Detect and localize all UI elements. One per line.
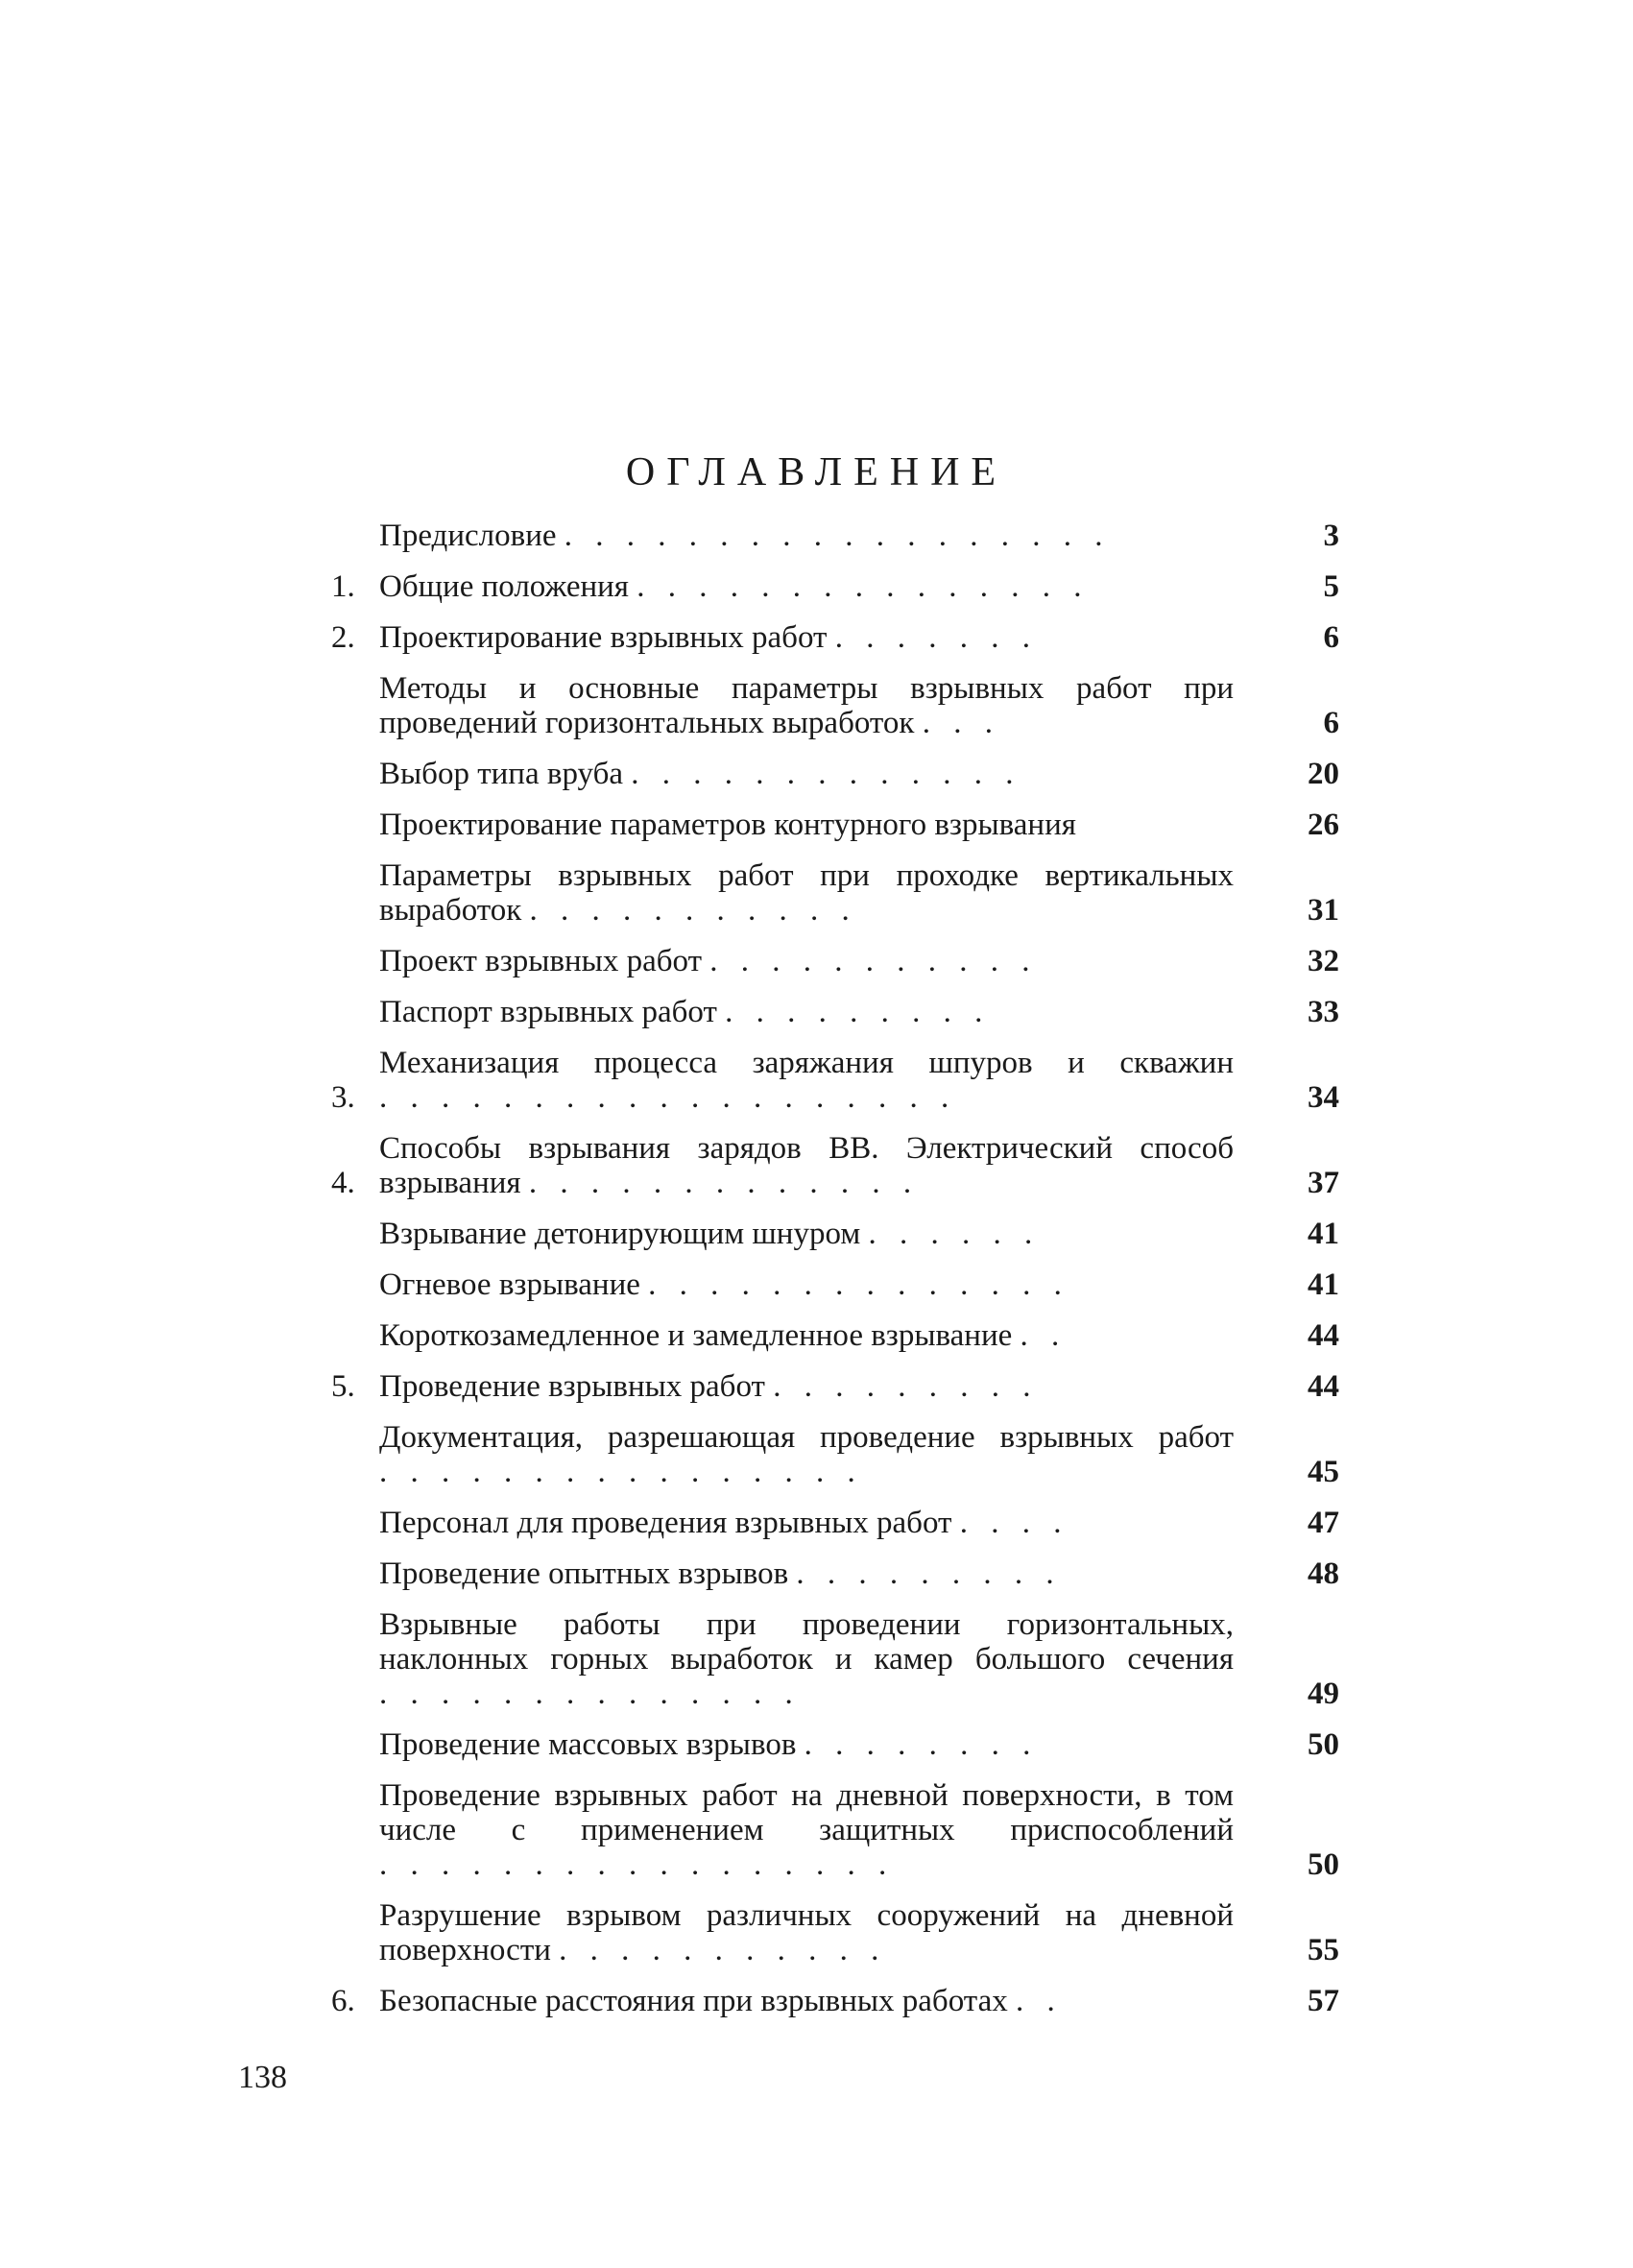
toc-entry-leader-dots: . . . bbox=[922, 706, 1000, 740]
toc-entry-leader-dots: . . . . . . . . . . . . . bbox=[631, 757, 1021, 791]
toc-entry-text bbox=[379, 1506, 1339, 1540]
toc-entry-title: Короткозамедленное и замедленное взрывание bbox=[379, 1318, 1013, 1353]
toc-entry[interactable] bbox=[331, 1607, 1339, 1711]
toc-entry-text bbox=[379, 995, 1339, 1029]
toc-entry-number: 6. bbox=[331, 1984, 355, 2018]
toc-entry-text bbox=[379, 519, 1339, 553]
toc-entry-leader-dots: . . . . . . . . . . . . . . . . . . bbox=[564, 519, 1111, 553]
toc-entry-text bbox=[379, 1420, 1339, 1489]
toc-entry-page: 50 bbox=[1308, 1727, 1339, 1762]
toc-entry-page: 57 bbox=[1308, 1984, 1339, 2018]
toc-entry-title: Персонал для проведения взрывных работ bbox=[379, 1506, 952, 1540]
toc-entry-text bbox=[379, 1369, 1339, 1404]
toc-entry-page: 49 bbox=[1308, 1677, 1339, 1711]
toc-entry-leader-dots: . . . . . . . . . . . . . . bbox=[648, 1267, 1069, 1302]
toc-entry-text bbox=[379, 1131, 1339, 1200]
toc-entry[interactable] bbox=[331, 995, 1339, 1029]
toc-entry-title: Проведение массовых взрывов bbox=[379, 1727, 797, 1762]
toc-entry-page: 34 bbox=[1308, 1080, 1339, 1115]
toc-entry[interactable] bbox=[331, 519, 1339, 553]
toc-entry-leader-dots: . . . . . . . . . . . bbox=[709, 944, 1038, 978]
toc-entry[interactable] bbox=[331, 1727, 1339, 1762]
toc-entry-page: 32 bbox=[1308, 944, 1339, 978]
toc-entry-title: Методы и основные параметры взрывных работ при проведений горизонтальных выработок bbox=[379, 671, 1234, 740]
toc-entry-leader-dots: . . bbox=[1016, 1984, 1063, 2018]
toc-entry-title: Общие положения bbox=[379, 569, 629, 604]
toc-entry-page: 45 bbox=[1308, 1455, 1339, 1489]
toc-entry-page: 37 bbox=[1308, 1166, 1339, 1200]
toc-entry-title: Способы взрывания зарядов ВВ. Электрический способ взрывания bbox=[379, 1131, 1234, 1200]
toc-entry[interactable] bbox=[331, 1318, 1339, 1353]
toc-entry-page: 41 bbox=[1308, 1267, 1339, 1302]
toc-entry-number: 5. bbox=[331, 1369, 355, 1404]
toc-entry[interactable] bbox=[331, 858, 1339, 928]
toc-entry-number: 4. bbox=[331, 1166, 355, 1200]
toc-entry-text bbox=[379, 1556, 1339, 1591]
toc-entry-title: Огневое взрывание bbox=[379, 1267, 640, 1302]
toc-entry-leader-dots: . . . . . . bbox=[868, 1217, 1041, 1251]
toc-entry[interactable] bbox=[331, 1369, 1339, 1404]
toc-entry[interactable] bbox=[331, 1898, 1339, 1967]
toc-entry[interactable] bbox=[331, 569, 1339, 604]
toc-entry[interactable] bbox=[331, 1778, 1339, 1882]
toc-entry-text bbox=[379, 1898, 1339, 1967]
toc-entry-text bbox=[379, 1727, 1339, 1762]
toc-entry[interactable] bbox=[331, 1046, 1339, 1115]
toc-entry-title: Выбор типа вруба bbox=[379, 757, 624, 791]
toc-entry-number: 1. bbox=[331, 569, 355, 604]
toc-entry-leader-dots: . . . . . . . . . bbox=[796, 1556, 1062, 1591]
toc-entry-text bbox=[379, 1267, 1339, 1302]
toc-entry-title: Предисловие bbox=[379, 519, 557, 553]
toc-entry-text bbox=[379, 671, 1339, 740]
toc-entry-leader-dots: . . . . . . . . . . . . . . . . . bbox=[379, 1847, 895, 1882]
toc-entry-page: 20 bbox=[1308, 757, 1339, 791]
toc-entry-leader-dots: . . . . . . . . . bbox=[773, 1369, 1039, 1404]
toc-entry[interactable] bbox=[331, 620, 1339, 655]
toc-entry-page: 6 bbox=[1323, 620, 1339, 655]
toc-entry-number: 2. bbox=[331, 620, 355, 655]
toc-entry-text bbox=[379, 1984, 1339, 2018]
toc-entry-page: 31 bbox=[1308, 893, 1339, 928]
toc-entry-page: 47 bbox=[1308, 1506, 1339, 1540]
toc-entry[interactable] bbox=[331, 944, 1339, 978]
toc-entry-leader-dots: . . . . . . . . . . . bbox=[529, 893, 857, 928]
toc-entry-title: Проект взрывных работ bbox=[379, 944, 703, 978]
toc-entry-leader-dots: . . . . . . . . bbox=[804, 1727, 1039, 1762]
toc-entry-text bbox=[379, 620, 1339, 655]
toc-entry-leader-dots: . . . . . . . bbox=[834, 620, 1038, 655]
toc-entry-title: Взрывные работы при проведении горизонтальных, наклонных горных выработок и камер большого сечения bbox=[379, 1607, 1234, 1677]
toc-entry-text bbox=[379, 1217, 1339, 1251]
toc-entry-leader-dots: . . bbox=[1020, 1318, 1068, 1353]
toc-entry-text bbox=[379, 569, 1339, 604]
toc-entry-page: 55 bbox=[1308, 1933, 1339, 1967]
toc-entry-title: Параметры взрывных работ при проходке вертикальных выработок bbox=[379, 858, 1234, 928]
toc-entry-text bbox=[379, 1318, 1339, 1353]
page-title: ОГЛАВЛЕНИЕ bbox=[625, 450, 1008, 495]
toc-entry-text bbox=[379, 808, 1339, 842]
toc-entry-text bbox=[379, 757, 1339, 791]
toc-entry-page: 5 bbox=[1323, 569, 1339, 604]
toc-entry-title: Проектирование параметров контурного взрывания bbox=[379, 808, 1076, 842]
toc-entry-title: Проведение взрывных работ bbox=[379, 1369, 765, 1404]
toc-entry-text bbox=[379, 944, 1339, 978]
toc-entry-page: 50 bbox=[1308, 1847, 1339, 1882]
toc-entry-page: 6 bbox=[1323, 706, 1339, 740]
toc-entry[interactable] bbox=[331, 757, 1339, 791]
table-of-contents bbox=[331, 519, 1339, 2035]
toc-entry-title: Разрушение взрывом различных сооружений на дневной поверхности bbox=[379, 1898, 1234, 1967]
toc-entry-text bbox=[379, 1046, 1339, 1115]
toc-entry-title: Безопасные расстояния при взрывных работах bbox=[379, 1984, 1008, 2018]
toc-entry[interactable] bbox=[331, 1267, 1339, 1302]
toc-entry-page: 3 bbox=[1323, 519, 1339, 553]
toc-entry-leader-dots: . . . . . . . . . . . . . . . . bbox=[379, 1455, 863, 1489]
toc-entry[interactable] bbox=[331, 1131, 1339, 1200]
toc-entry-title: Проведение опытных взрывов bbox=[379, 1556, 789, 1591]
toc-entry-leader-dots: . . . . . . . . . bbox=[725, 995, 991, 1029]
toc-entry-leader-dots: . . . . bbox=[959, 1506, 1069, 1540]
toc-entry-title: Проведение взрывных работ на дневной поверхности, в том числе с применением защитных приспособлений bbox=[379, 1778, 1234, 1847]
toc-entry-leader-dots: . . . . . . . . . . . bbox=[559, 1933, 887, 1967]
toc-entry-page: 44 bbox=[1308, 1369, 1339, 1404]
toc-entry-leader-dots: . . . . . . . . . . . . . . . bbox=[636, 569, 1090, 604]
toc-entry-leader-dots: . . . . . . . . . . . . . . . . . . . bbox=[379, 1080, 957, 1115]
toc-entry[interactable] bbox=[331, 1420, 1339, 1489]
toc-entry[interactable] bbox=[331, 1556, 1339, 1591]
toc-entry-title: Взрывание детонирующим шнуром bbox=[379, 1217, 861, 1251]
toc-entry[interactable] bbox=[331, 671, 1339, 740]
toc-entry[interactable] bbox=[331, 808, 1339, 842]
toc-entry-page: 44 bbox=[1308, 1318, 1339, 1353]
toc-entry[interactable] bbox=[331, 1217, 1339, 1251]
toc-entry-text bbox=[379, 858, 1339, 928]
toc-entry-page: 48 bbox=[1308, 1556, 1339, 1591]
toc-entry-text bbox=[379, 1778, 1339, 1882]
toc-entry-number: 3. bbox=[331, 1080, 355, 1115]
toc-entry-leader-dots: . . . . . . . . . . . . . . bbox=[379, 1677, 801, 1711]
toc-entry[interactable] bbox=[331, 1984, 1339, 2018]
toc-entry-page: 41 bbox=[1308, 1217, 1339, 1251]
toc-entry-page: 26 bbox=[1308, 808, 1339, 842]
toc-entry-title: Паспорт взрывных работ bbox=[379, 995, 717, 1029]
toc-entry[interactable] bbox=[331, 1506, 1339, 1540]
toc-entry-text bbox=[379, 1607, 1339, 1711]
toc-entry-title: Документация, разрешающая проведение взрывных работ bbox=[379, 1420, 1234, 1455]
toc-entry-leader-dots: . . . . . . . . . . . . . bbox=[528, 1166, 920, 1200]
toc-entry-title: Проектирование взрывных работ bbox=[379, 620, 828, 655]
page-number: 138 bbox=[238, 2060, 287, 2095]
toc-entry-page: 33 bbox=[1308, 995, 1339, 1029]
toc-entry-title: Механизация процесса заряжания шпуров и скважин bbox=[379, 1046, 1234, 1080]
